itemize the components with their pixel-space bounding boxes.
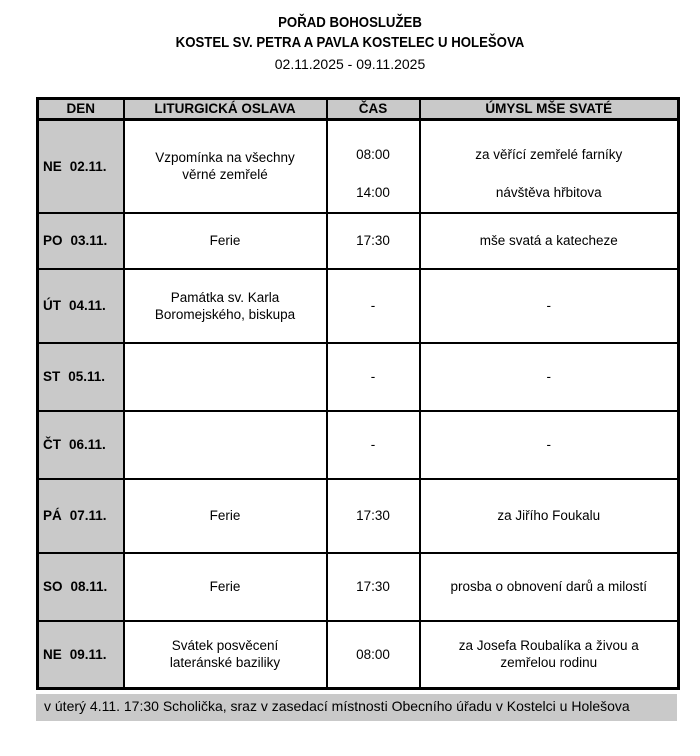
table-row-pa-07-11: [38, 479, 679, 553]
time-cell: [327, 343, 420, 411]
day-abbr: NE: [43, 646, 62, 662]
date-range: 02.11.2025 - 09.11.2025: [274, 56, 426, 72]
intention-cell: [420, 343, 679, 411]
celebration-cell: [124, 213, 327, 269]
day-label: [39, 297, 123, 314]
day-cell: [38, 553, 124, 621]
time-value: -: [370, 369, 376, 384]
intention-value: -: [546, 369, 551, 384]
table-row-ut-04-11: [38, 269, 679, 343]
day-abbr: SO: [43, 579, 63, 594]
intention-cell: [420, 120, 679, 213]
day-cell: [38, 120, 124, 213]
col-header-cas: ČAS: [327, 99, 420, 120]
document-header: [0, 13, 700, 75]
celebration-text: Svátek posvěcení lateránské baziliky: [169, 638, 281, 671]
intention-cell: [420, 621, 679, 689]
time-value: 17:30: [356, 508, 390, 523]
day-date: 09.11.: [69, 646, 107, 662]
day-label: [39, 578, 123, 595]
day-cell: [38, 411, 124, 479]
time-cell: [327, 553, 420, 621]
day-abbr: ÚT: [43, 298, 61, 313]
time-cell: [327, 213, 420, 269]
intention-cell: [420, 411, 679, 479]
church-name: KOSTEL SV. PETRA A PAVLA KOSTELEC U HOLEŠOVA: [175, 34, 525, 51]
day-abbr: NE: [43, 158, 62, 174]
celebration-text: Vzpomínka na všechny věrné zemřelé: [155, 150, 295, 183]
celebration-cell: [124, 269, 327, 343]
intention-value: za Jiřího Foukalu: [497, 508, 601, 523]
footer-note: v úterý 4.11. 17:30 Scholička, sraz v zasedací místnosti Obecního úřadu v Kostelci u Holešova: [36, 694, 677, 721]
table-header-row: [38, 99, 679, 120]
table-row-st-05-11: [38, 343, 679, 411]
col-header-umysl: ÚMYSL MŠE SVATÉ: [420, 99, 679, 120]
day-date: 02.11.: [69, 158, 107, 174]
day-abbr: ST: [43, 369, 61, 384]
celebration-text: Památka sv. Karla Boromejského, biskupa: [154, 289, 296, 322]
day-label: [39, 232, 123, 249]
table-row-po-03-11: [38, 213, 679, 269]
celebration-cell: [124, 621, 327, 689]
celebration-text: Ferie: [209, 579, 241, 594]
intention-cell: [420, 269, 679, 343]
day-date: 04.11.: [69, 298, 106, 313]
table-row-ct-06-11: [38, 411, 679, 479]
intention-value: -: [546, 298, 551, 313]
page-title: POŘAD BOHOSLUŽEB: [278, 14, 422, 31]
intention-stack: [431, 132, 668, 201]
intention-cell: [420, 479, 679, 553]
intention-value: za věřící zemřelé farníky: [475, 146, 623, 162]
col-header-den: DEN: [38, 99, 124, 120]
table-row-so-08-11: [38, 553, 679, 621]
day-abbr: ČT: [43, 437, 61, 452]
intention-cell: [420, 553, 679, 621]
intention-cell: [420, 213, 679, 269]
intention-value: za Josefa Roubalíka a živou a zemřelou rodinu: [458, 638, 639, 671]
day-abbr: PÁ: [43, 508, 62, 523]
day-date: 08.11.: [70, 579, 108, 594]
day-abbr: PO: [43, 233, 63, 248]
time-cell: [327, 621, 420, 689]
day-cell: [38, 213, 124, 269]
time-value: 14:00: [356, 184, 390, 200]
celebration-cell: [124, 479, 327, 553]
celebration-cell: [124, 120, 327, 213]
day-cell: [38, 479, 124, 553]
celebration-cell: [124, 411, 327, 479]
time-value: 17:30: [356, 233, 390, 248]
day-label: [39, 368, 123, 385]
celebration-cell: [124, 553, 327, 621]
time-cell: [327, 411, 420, 479]
time-value: 17:30: [356, 579, 390, 594]
time-cell: [327, 269, 420, 343]
day-cell: [38, 269, 124, 343]
intention-value: prosba o obnovení darů a milostí: [450, 579, 648, 594]
day-cell: [38, 621, 124, 689]
time-stack: [328, 132, 419, 201]
celebration-text: Ferie: [209, 233, 241, 248]
time-cell: [327, 479, 420, 553]
table-row-ne-02-11: [38, 120, 679, 213]
time-value: 08:00: [356, 646, 390, 662]
day-date: 07.11.: [69, 508, 107, 523]
time-value: -: [370, 298, 376, 313]
intention-value: -: [546, 437, 551, 452]
day-label: [39, 158, 123, 175]
table-row-ne-09-11: [38, 621, 679, 689]
schedule-table: [36, 97, 680, 690]
day-label: [39, 436, 123, 453]
day-date: 05.11.: [68, 369, 106, 384]
day-cell: [38, 343, 124, 411]
day-label: [39, 507, 123, 524]
time-value: 08:00: [356, 146, 390, 162]
intention-value: mše svatá a katecheze: [479, 233, 618, 248]
time-cell: [327, 120, 420, 213]
col-header-oslava: LITURGICKÁ OSLAVA: [124, 99, 327, 120]
intention-value: návštěva hřbitova: [495, 184, 602, 200]
day-date: 03.11.: [70, 233, 108, 248]
time-value: -: [370, 437, 376, 452]
day-label: [39, 646, 123, 663]
celebration-text: Ferie: [209, 508, 241, 523]
celebration-cell: [124, 343, 327, 411]
day-date: 06.11.: [69, 437, 106, 452]
